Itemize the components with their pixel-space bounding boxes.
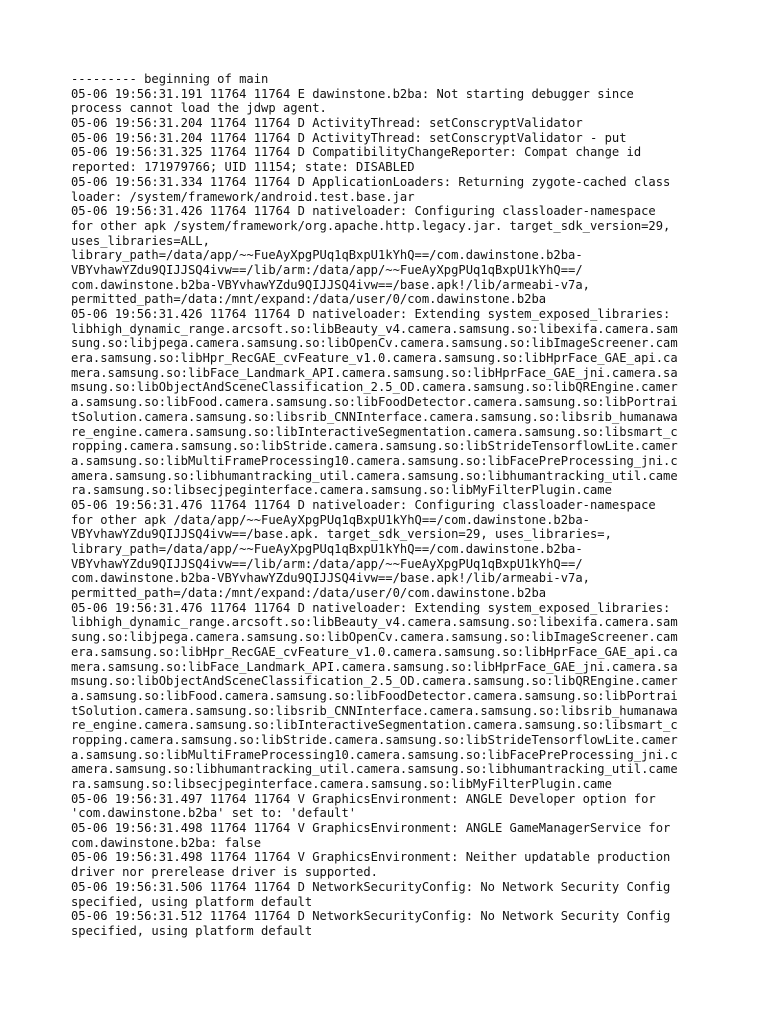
log-line: com.dawinstone.b2ba-VBYvhawYZdu9QIJJSQ4ivw==/base.apk!/lib/armeabi-v7a,	[71, 277, 590, 292]
log-line: tSolution.camera.samsung.so:libsrib_CNNInterface.camera.samsung.so:libsrib_humanawa	[71, 409, 678, 424]
log-line: 05-06 19:56:31.334 11764 11764 D ApplicationLoaders: Returning zygote-cached class	[71, 174, 671, 189]
log-line: for other apk /data/app/~~FueAyXpgPUq1qBxpU1kYhQ==/com.dawinstone.b2ba-	[71, 512, 590, 527]
log-line: libhigh_dynamic_range.arcsoft.so:libBeauty_v4.camera.samsung.so:libexifa.camera.sam	[71, 615, 678, 630]
log-line: VBYvhawYZdu9QIJJSQ4ivw==/lib/arm:/data/app/~~FueAyXpgPUq1qBxpU1kYhQ==/	[71, 556, 583, 571]
log-line: reported: 171979766; UID 11154; state: DISABLED	[71, 160, 415, 175]
log-line: library_path=/data/app/~~FueAyXpgPUq1qBxpU1kYhQ==/com.dawinstone.b2ba-	[71, 542, 583, 556]
log-line: ropping.camera.samsung.so:libStride.camera.samsung.so:libStrideTensorflowLite.camer	[71, 732, 678, 747]
log-line: --------- beginning of main	[71, 72, 269, 86]
log-line: sung.so:libjpega.camera.samsung.so:libOpenCv.camera.samsung.so:libImageScreener.cam	[71, 630, 678, 645]
log-line: ra.samsung.so:libsecjpeginterface.camera.samsung.so:libMyFilterPlugin.came	[71, 777, 612, 791]
log-line: specified, using platform default	[71, 923, 313, 938]
log-line: 05-06 19:56:31.426 11764 11764 D nativeloader: Extending system_exposed_libraries:	[71, 307, 671, 321]
log-line: ropping.camera.samsung.so:libStride.camera.samsung.so:libStrideTensorflowLite.camer	[71, 439, 678, 454]
log-line: loader: /system/framework/android.test.base.jar	[71, 189, 415, 204]
log-line: tSolution.camera.samsung.so:libsrib_CNNInterface.camera.samsung.so:libsrib_humanawa	[71, 703, 678, 718]
log-line: msung.so:libObjectAndSceneClassification_2.5_OD.camera.samsung.so:libQREngine.camer	[71, 380, 678, 395]
log-line: com.dawinstone.b2ba: false	[71, 835, 262, 850]
log-line: 05-06 19:56:31.426 11764 11764 D nativeloader: Configuring classloader-namespace	[71, 204, 656, 219]
log-line: era.samsung.so:libHpr_RecGAE_cvFeature_v1.0.camera.samsung.so:libHprFace_GAE_api.ca	[71, 644, 678, 659]
log-line: 05-06 19:56:31.512 11764 11764 D NetworkSecurityConfig: No Network Security Config	[71, 909, 671, 924]
log-line: 05-06 19:56:31.476 11764 11764 D nativeloader: Configuring classloader-namespace	[71, 497, 656, 512]
log-line: com.dawinstone.b2ba-VBYvhawYZdu9QIJJSQ4ivw==/base.apk!/lib/armeabi-v7a,	[71, 571, 590, 586]
log-line: for other apk /system/framework/org.apache.http.legacy.jar. target_sdk_version=29,	[71, 218, 671, 233]
log-line: uses_libraries=ALL,	[71, 233, 210, 248]
log-line: driver nor prerelease driver is supported.	[71, 865, 378, 880]
log-line: permitted_path=/data:/mnt/expand:/data/user/0/com.dawinstone.b2ba	[71, 292, 547, 307]
log-line: libhigh_dynamic_range.arcsoft.so:libBeauty_v4.camera.samsung.so:libexifa.camera.sam	[71, 321, 678, 336]
log-line: a.samsung.so:libMultiFrameProcessing10.camera.samsung.so:libFacePreProcessing_jni.c	[71, 747, 678, 762]
log-line: 05-06 19:56:31.476 11764 11764 D nativeloader: Extending system_exposed_libraries:	[71, 600, 671, 615]
log-line: VBYvhawYZdu9QIJJSQ4ivw==/lib/arm:/data/app/~~FueAyXpgPUq1qBxpU1kYhQ==/	[71, 262, 583, 277]
log-line: 05-06 19:56:31.498 11764 11764 V GraphicsEnvironment: Neither updatable production	[71, 850, 671, 865]
log-line: 05-06 19:56:31.204 11764 11764 D ActivityThread: setConscryptValidator - put	[71, 130, 627, 145]
log-line: 05-06 19:56:31.497 11764 11764 V GraphicsEnvironment: ANGLE Developer option for	[71, 791, 656, 806]
log-line: specified, using platform default	[71, 894, 313, 909]
log-line: permitted_path=/data:/mnt/expand:/data/user/0/com.dawinstone.b2ba	[71, 586, 547, 601]
log-line: 05-06 19:56:31.191 11764 11764 E dawinstone.b2ba: Not starting debugger since	[71, 86, 634, 101]
log-line: 05-06 19:56:31.498 11764 11764 V GraphicsEnvironment: ANGLE GameManagerService for	[71, 821, 671, 836]
log-line: mera.samsung.so:libFace_Landmark_API.camera.samsung.so:libHprFace_GAE_jni.camera.sa	[71, 659, 678, 674]
log-line: re_engine.camera.samsung.so:libInteractiveSegmentation.camera.samsung.so:libsmart_c	[71, 424, 678, 439]
log-line: 05-06 19:56:31.204 11764 11764 D ActivityThread: setConscryptValidator	[71, 116, 583, 131]
log-line: re_engine.camera.samsung.so:libInteractiveSegmentation.camera.samsung.so:libsmart_c	[71, 718, 678, 733]
log-line: VBYvhawYZdu9QIJJSQ4ivw==/base.apk. target_sdk_version=29, uses_libraries=,	[71, 527, 612, 542]
log-line: a.samsung.so:libFood.camera.samsung.so:libFoodDetector.camera.samsung.so:libPortrai	[71, 688, 678, 703]
log-line: sung.so:libjpega.camera.samsung.so:libOpenCv.camera.samsung.so:libImageScreener.cam	[71, 336, 678, 351]
log-line: library_path=/data/app/~~FueAyXpgPUq1qBxpU1kYhQ==/com.dawinstone.b2ba-	[71, 248, 583, 263]
log-line: 'com.dawinstone.b2ba' set to: 'default'	[71, 806, 357, 821]
log-line: amera.samsung.so:libhumantracking_util.camera.samsung.so:libhumantracking_util.came	[71, 762, 678, 777]
log-line: a.samsung.so:libMultiFrameProcessing10.camera.samsung.so:libFacePreProcessing_jni.c	[71, 453, 678, 468]
log-line: 05-06 19:56:31.325 11764 11764 D CompatibilityChangeReporter: Compat change id	[71, 145, 642, 160]
log-line: 05-06 19:56:31.506 11764 11764 D NetworkSecurityConfig: No Network Security Config	[71, 879, 671, 894]
log-line: mera.samsung.so:libFace_Landmark_API.camera.samsung.so:libHprFace_GAE_jni.camera.sa	[71, 365, 678, 380]
log-line: ra.samsung.so:libsecjpeginterface.camera.samsung.so:libMyFilterPlugin.came	[71, 483, 612, 498]
log-line: process cannot load the jdwp agent.	[71, 101, 327, 116]
log-line: amera.samsung.so:libhumantracking_util.camera.samsung.so:libhumantracking_util.came	[71, 468, 678, 483]
log-text-block	[71, 72, 711, 939]
log-line: msung.so:libObjectAndSceneClassification_2.5_OD.camera.samsung.so:libQREngine.camer	[71, 674, 678, 689]
log-line: era.samsung.so:libHpr_RecGAE_cvFeature_v1.0.camera.samsung.so:libHprFace_GAE_api.ca	[71, 351, 678, 366]
log-line: a.samsung.so:libFood.camera.samsung.so:libFoodDetector.camera.samsung.so:libPortrai	[71, 395, 678, 410]
